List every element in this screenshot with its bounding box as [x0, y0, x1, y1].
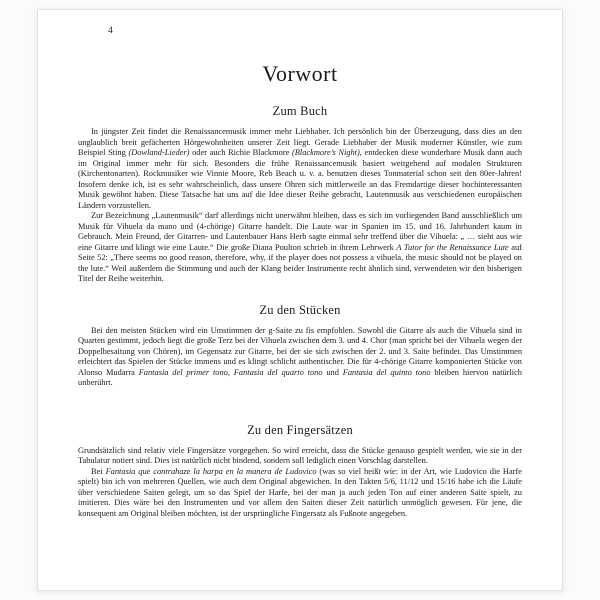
page-title: Vorwort [262, 61, 338, 86]
page [37, 9, 563, 591]
section-heading: Zum Buch [272, 104, 328, 118]
section-heading: Zu den Stücken [259, 302, 341, 317]
paragraph: Zur Bezeichnung „Lautenmusik“ darf allerdings nicht unerwähnt bleiben, dass es sich im vorliegenden Band ausschließlich um Musik für Vihuela da mano und (4-chörige) Gitarre handelt. Die Laute war in Spanien im 15. und 16. Jahrhundert kaum in Gebrauch. Mein Freund, der Gitarren- und Lautenbauer Hans Herb sagte einmal sehr treffend über die Vihuela: „ … sieht aus wie eine Gitarre und klingt wie eine Laute.“ Die große Diana Poulton schrieb in ihrem Lehrwerk A Tutor for the Renaissance Lute auf Seite 52: „There seems no good reason, therefore, why, if the player does not possess a vihuela, the music should not be played on the lute.“ Weil außerdem die Stimmung und auch der Klang beider Instrumente recht ähnlich sind, verwendeten wir den bisherigen Titel der Reihe weiterhin. [78, 211, 522, 283]
page-number: 4 [108, 26, 113, 36]
paragraph: Bei den meisten Stücken wird ein Umstimmen der g-Saite zu fis empfohlen. Sowohl die Gitarre als auch die Vihuela sind in Quarten gestimmt, jedoch liegt die große Terz bei der Vihuela zwischen dem 3. und 4. Chor (man spricht bei der Vihuela wegen der Doppelbesaitung von Chören), im Gegensatz zur Gitarre, bei der sie sich zwischen der 2. und 3. Saite befindet. Das Umstimmen erleichtert das Spielen der Stücke immens und es klingt schlicht authentischer. Die für 4-chörige Gitarre komponierten Stücke von Alonso Mudarra Fantasia del primer tono, Fantasia del quarto tono und Fantasia del quinto tono bleiben hiervon natürlich unberührt. [78, 325, 522, 387]
paragraph: In jüngster Zeit findet die Renaissancemusik immer mehr Liebhaber. Ich persönlich bin der Überzeugung, dass dies an den unglaublich breit gefächerten Hörgewohnheiten unserer Zeit liegt. Gerade Liebhaber der Musik moderner Künstler, wie zum Beispiel Sting (Dowland-Lieder) oder auch Richie Blackmore (Blackmore’s Night), entdecken diese wunderbare Musik dann auch im Original immer mehr für sich. Besonders die frühe Renaissancemusik basiert weitgehend auf modalen Strukturen (Kirchentonarten). Rockmusiker wie Vinnie Moore, Reb Beach u. v. a. benutzen dieses Tonmaterial schon seit den 80er-Jahren! Insofern denke ich, ist es sehr wahrscheinlich, dass unsere Ohren sich mittlerweile an das Fremdartige dieser hochinteressanten Musik gewöhnt haben. Diese Tatsache hat uns auf die Idee dieser Reihe gebracht, Lautenmusik aus verschiedenen europäischen Ländern vorzustellen. [78, 127, 523, 210]
section-zum-buch [78, 104, 522, 285]
section-heading: Zu den Fingersätzen [247, 422, 353, 437]
section-zu-den-fingersaetzen [78, 423, 522, 520]
paragraph: Bei Fantasia que contrahaze la harpa en la manera de Ludovico (was so viel heißt wie: in der Art, wie Ludovico die Harfe spielt) bin ich von mehreren Quellen, wie auch dem Original abgewichen. In den Takten 5/6, 11/12 und 15/16 habe ich die Läufe über verschiedene Saiten gelegt, um so das Spiel der Harfe, bei der man ja auch jeden Ton auf einer anderen Saite spielt, zu imitieren. Dies wäre bei den Instrumenten und vor allem den Saiten dieser Zeit natürlich unmöglich gewesen. Für jene, die konsequent am Original bleiben möchten, ist der ursprüngliche Fingersatz als Fußnote angegeben. [78, 466, 522, 518]
section-zu-den-stuecken [78, 303, 522, 389]
paragraph: Grundsätzlich sind relativ viele Fingersätze vorgegeben. So wird erreicht, dass die Stücke genauso gespielt werden, wie sie in der Tabulatur notiert sind. Dies ist natürlich nicht bindend, sondern soll lediglich einen Vorschlag darstellen. [78, 445, 522, 465]
